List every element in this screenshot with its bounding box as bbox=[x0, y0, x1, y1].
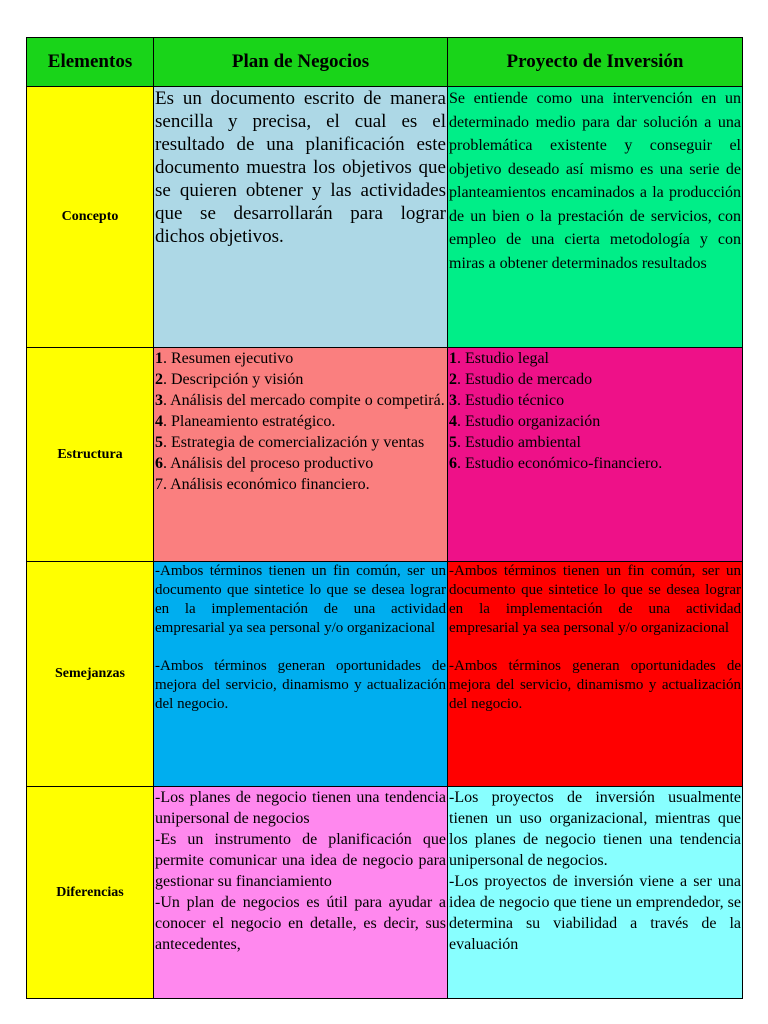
item-number: 3 bbox=[449, 392, 457, 409]
estructura-proyecto-item bbox=[449, 411, 741, 432]
item-number: 4 bbox=[449, 413, 457, 430]
item-number: 6 bbox=[449, 455, 457, 472]
item-number: 5 bbox=[155, 434, 163, 451]
semejanzas-proyecto-paragraph-1: -Ambos términos tienen un fin común, ser un documento que sintetice lo que se desea lograr en la implementación de una actividad empresarial ya sea personal y/o organizacional bbox=[449, 563, 741, 636]
estructura-proyecto-item bbox=[449, 453, 741, 474]
item-text: . Descripción y visión bbox=[163, 371, 304, 388]
concepto-plan-text: Es un documento escrito de manera sencilla y precisa, el cual es el resultado de una planificación este documento muestra los objetivos que se quieren obtener y las actividades que se desarrollarán para lograr dichos objetivos. bbox=[155, 88, 446, 247]
item-text: . Estudio de mercado bbox=[457, 371, 593, 388]
estructura-plan-item bbox=[155, 453, 446, 474]
estructura-proyecto-item bbox=[449, 432, 741, 453]
label-concepto-text: Concepto bbox=[61, 209, 119, 224]
diferencias-plan-paragraph-1: -Los planes de negocio tienen una tendencia unipersonal de negocios bbox=[155, 789, 446, 827]
item-text: . Estrategia de comercialización y ventas bbox=[163, 434, 425, 451]
item-text: . Estudio ambiental bbox=[457, 434, 581, 451]
estructura-proyecto-cell bbox=[448, 348, 743, 562]
estructura-plan-item bbox=[155, 369, 446, 390]
estructura-proyecto-item bbox=[449, 348, 741, 369]
semejanzas-plan-cell bbox=[154, 562, 448, 787]
label-semejanzas-text: Semejanzas bbox=[55, 666, 125, 681]
semejanzas-plan-paragraph-2: -Ambos términos generan oportunidades de mejora del servicio, dinamismo y actualización del negocio. bbox=[155, 658, 446, 712]
estructura-plan-item bbox=[155, 474, 446, 495]
diferencias-proyecto-cell bbox=[448, 787, 743, 999]
header-proyecto-de-inversion bbox=[448, 38, 743, 87]
header-plan-text: Plan de Negocios bbox=[231, 51, 370, 72]
label-estructura bbox=[27, 348, 154, 562]
estructura-plan-cell bbox=[154, 348, 448, 562]
label-diferencias-text: Diferencias bbox=[56, 884, 124, 900]
header-proyecto-text: Proyecto de Inversión bbox=[506, 51, 684, 72]
semejanzas-proyecto-cell bbox=[448, 562, 743, 787]
label-diferencias bbox=[27, 787, 154, 999]
diferencias-proyecto-paragraph-2: -Los proyectos de inversión viene a ser una idea de negocio que tiene un emprendedor, se determina su viabilidad a través de la evaluación bbox=[449, 873, 741, 953]
estructura-proyecto-item bbox=[449, 390, 741, 411]
header-row bbox=[27, 38, 743, 87]
concepto-proyecto-text: Se entiende como una intervención en un determinado medio para dar solución a una problemática existente y conseguir el objetivo deseado así mismo es una serie de planteamientos encaminados a la producción de un bien o la prestación de servicios, con empleo de una cierta metodología y con miras a obtener determinados resultados bbox=[449, 90, 741, 272]
item-text: . Análisis del mercado compite o competirá. bbox=[163, 392, 445, 409]
diferencias-plan-cell bbox=[154, 787, 448, 999]
item-number: 5 bbox=[449, 434, 457, 451]
comparison-table bbox=[26, 37, 743, 999]
estructura-proyecto-item bbox=[449, 369, 741, 390]
estructura-plan-item bbox=[155, 348, 446, 369]
label-concepto bbox=[27, 87, 154, 348]
item-number: 1 bbox=[155, 350, 163, 367]
concepto-proyecto-cell bbox=[448, 87, 743, 348]
item-number: 6 bbox=[155, 455, 163, 472]
item-text: . Resumen ejecutivo bbox=[163, 350, 294, 367]
label-semejanzas bbox=[27, 562, 154, 787]
item-text: . Estudio económico-financiero. bbox=[457, 455, 663, 472]
semejanzas-proyecto-paragraph-2: -Ambos términos generan oportunidades de mejora del servicio, dinamismo y actualización del negocio. bbox=[449, 658, 741, 712]
item-text: . Estudio legal bbox=[457, 350, 549, 367]
item-number: 3 bbox=[155, 392, 163, 409]
row-semejanzas bbox=[27, 562, 743, 787]
header-elementos bbox=[27, 38, 154, 87]
diferencias-plan-paragraph-3: -Un plan de negocios es útil para ayudar a conocer el negocio en detalle, es decir, sus antecedentes, bbox=[155, 894, 446, 953]
item-text: . Estudio técnico bbox=[457, 392, 565, 409]
item-text: . Análisis del proceso productivo bbox=[163, 455, 374, 472]
item-text: . Análisis económico financiero. bbox=[163, 476, 370, 493]
item-number: 7 bbox=[155, 476, 163, 493]
item-number: 1 bbox=[449, 350, 457, 367]
label-estructura-text: Estructura bbox=[57, 446, 123, 462]
header-plan-de-negocios bbox=[154, 38, 448, 87]
row-concepto bbox=[27, 87, 743, 348]
row-estructura bbox=[27, 348, 743, 562]
estructura-plan-item bbox=[155, 432, 446, 453]
item-text: . Planeamiento estratégico. bbox=[163, 413, 336, 430]
item-number: 2 bbox=[449, 371, 457, 388]
concepto-plan-cell bbox=[154, 87, 448, 348]
diferencias-plan-paragraph-2: -Es un instrumento de planificación que permite comunicar una idea de negocio para gestionar su financiamiento bbox=[155, 831, 446, 890]
row-diferencias bbox=[27, 787, 743, 999]
item-number: 4 bbox=[155, 413, 163, 430]
item-text: . Estudio organización bbox=[457, 413, 601, 430]
estructura-plan-item bbox=[155, 390, 446, 411]
estructura-plan-item bbox=[155, 411, 446, 432]
diferencias-proyecto-paragraph-1: -Los proyectos de inversión usualmente tienen un uso organizacional, mientras que los planes de negocio tienen una tendencia unipersonal de negocios. bbox=[449, 789, 741, 869]
semejanzas-plan-paragraph-1: -Ambos términos tienen un fin común, ser un documento que sintetice lo que se desea lograr en la implementación de una actividad empresarial ya sea personal y/o organizacional bbox=[155, 563, 446, 636]
item-number: 2 bbox=[155, 371, 163, 388]
header-elementos-text: Elementos bbox=[47, 51, 133, 72]
